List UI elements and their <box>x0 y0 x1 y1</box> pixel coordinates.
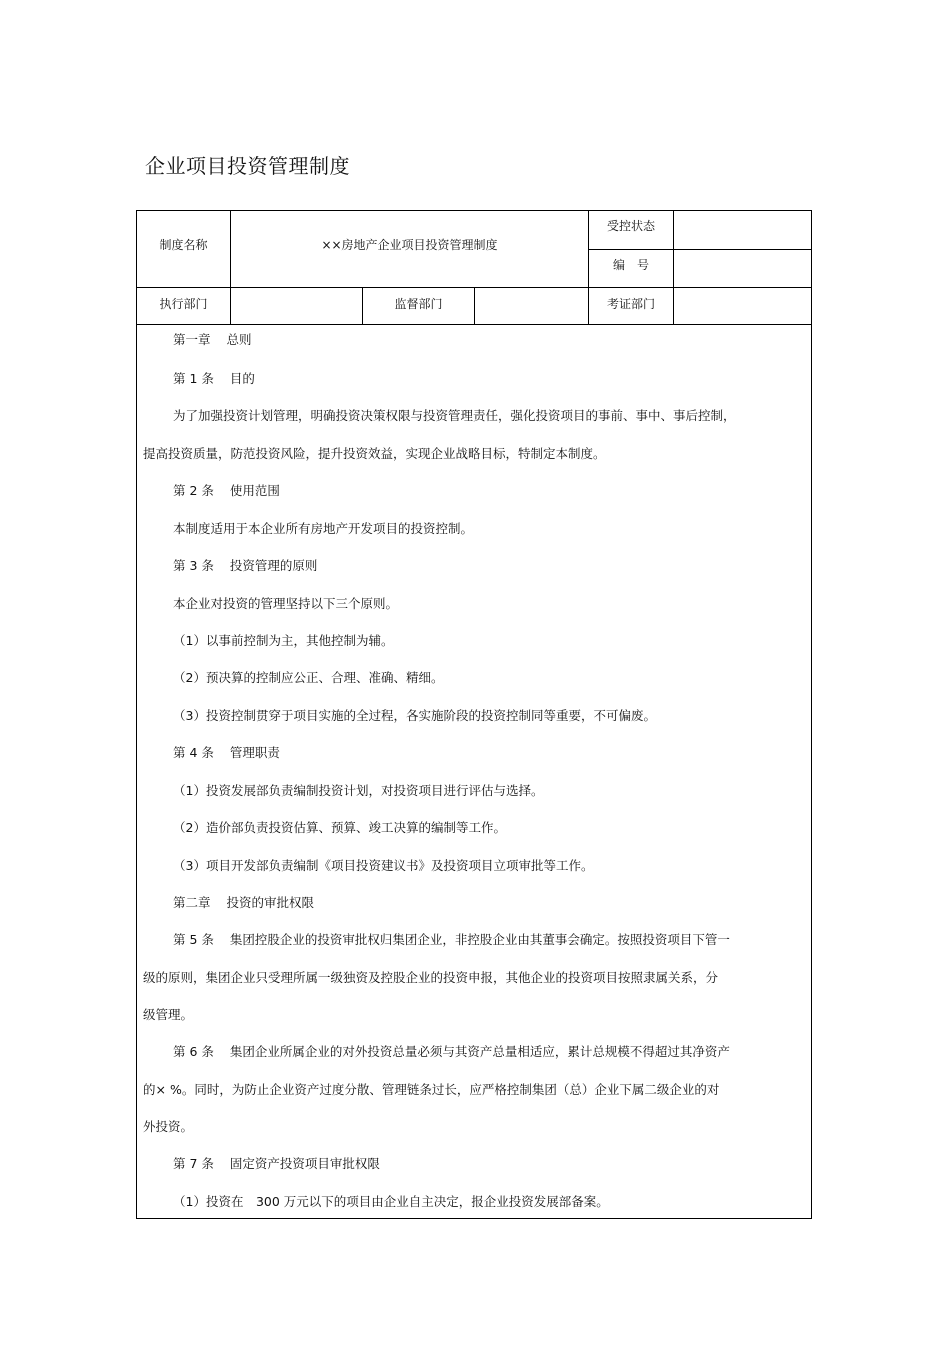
article-heading <box>137 372 847 386</box>
col-divider <box>230 211 231 324</box>
paragraph-line: 本制度适用于本企业所有房地产开发项目的投资控制。 <box>173 521 474 536</box>
document-number-label: 编 号 <box>612 258 649 272</box>
article-title: 使用范围 <box>229 483 280 498</box>
list-item: （1）投资在 300 万元以下的项目由企业自主决定，报企业投资发展部备案。 <box>173 1194 609 1209</box>
list-item: （1）投资发展部负责编制投资计划，对投资项目进行评估与选择。 <box>173 783 544 798</box>
article-heading <box>137 559 847 573</box>
chapter-heading <box>137 333 847 347</box>
article-heading <box>137 484 847 498</box>
paragraph-line: 的× %。同时，为防止企业资产过度分散、管理链条过长，应严格控制集团（总）企业下属二级企业的对 <box>143 1082 720 1097</box>
col-divider <box>673 211 674 324</box>
article-number: 第 3 条 <box>173 558 214 573</box>
exec-dept-label: 执行部门 <box>159 297 208 311</box>
row-divider <box>588 249 811 250</box>
list-item: （3）投资控制贯穿于项目实施的全过程，各实施阶段的投资控制同等重要，不可偏废。 <box>173 708 656 723</box>
list-item: （1）以事前控制为主，其他控制为辅。 <box>173 633 394 648</box>
chapter-number: 第一章 <box>173 332 211 347</box>
article-number: 第 2 条 <box>173 483 214 498</box>
policy-name-value: ××房地产企业项目投资管理制度 <box>321 238 498 252</box>
verify-dept-label: 考证部门 <box>606 297 655 311</box>
chapter-heading <box>137 896 847 910</box>
article-text: 集团控股企业的投资审批权归集团企业，非控股企业由其董事会确定。按照投资项目下管一 <box>229 932 730 947</box>
paragraph-line: 提高投资质量，防范投资风险，提升投资效益，实现企业战略目标，特制定本制度。 <box>143 446 606 461</box>
paragraph-line <box>137 933 847 947</box>
paragraph-line: 为了加强投资计划管理，明确投资决策权限与投资管理责任，强化投资项目的事前、事中、事后控制， <box>173 408 736 423</box>
chapter-title: 总则 <box>226 332 252 347</box>
article-number: 第 4 条 <box>173 745 214 760</box>
paragraph-line: 级管理。 <box>143 1007 194 1022</box>
list-item: （3）项目开发部负责编制《项目投资建议书》及投资项目立项审批等工作。 <box>173 858 594 873</box>
document-title: 企业项目投资管理制度 <box>145 154 350 178</box>
article-number: 第 6 条 <box>173 1044 214 1059</box>
article-number: 第 1 条 <box>173 371 214 386</box>
article-number: 第 7 条 <box>173 1156 214 1171</box>
article-heading <box>137 1157 847 1171</box>
article-title: 固定资产投资项目审批权限 <box>229 1156 380 1171</box>
paragraph-line: 本企业对投资的管理坚持以下三个原则。 <box>173 596 399 611</box>
policy-name-label: 制度名称 <box>159 238 208 252</box>
list-item: （2）造价部负责投资估算、预算、竣工决算的编制等工作。 <box>173 820 506 835</box>
paragraph-line: 级的原则，集团企业只受理所属一级独资及控股企业的投资申报，其他企业的投资项目按照隶属关系，分 <box>143 970 719 985</box>
article-title: 目的 <box>229 371 255 386</box>
paragraph-line <box>137 1045 847 1059</box>
policy-table <box>136 210 812 1219</box>
article-heading <box>137 746 847 760</box>
row-divider <box>137 324 811 325</box>
article-text: 集团企业所属企业的对外投资总量必须与其资产总量相适应，累计总规模不得超过其净资产 <box>229 1044 730 1059</box>
article-title: 投资管理的原则 <box>229 558 318 573</box>
article-title: 管理职责 <box>229 745 280 760</box>
paragraph-line: 外投资。 <box>143 1119 194 1134</box>
control-status-label: 受控状态 <box>606 219 655 233</box>
chapter-number: 第二章 <box>173 895 211 910</box>
chapter-title: 投资的审批权限 <box>226 895 315 910</box>
col-divider <box>474 287 475 324</box>
list-item: （2）预决算的控制应公正、合理、准确、精细。 <box>173 670 444 685</box>
article-number: 第 5 条 <box>173 932 214 947</box>
supervise-dept-label: 监督部门 <box>394 297 443 311</box>
